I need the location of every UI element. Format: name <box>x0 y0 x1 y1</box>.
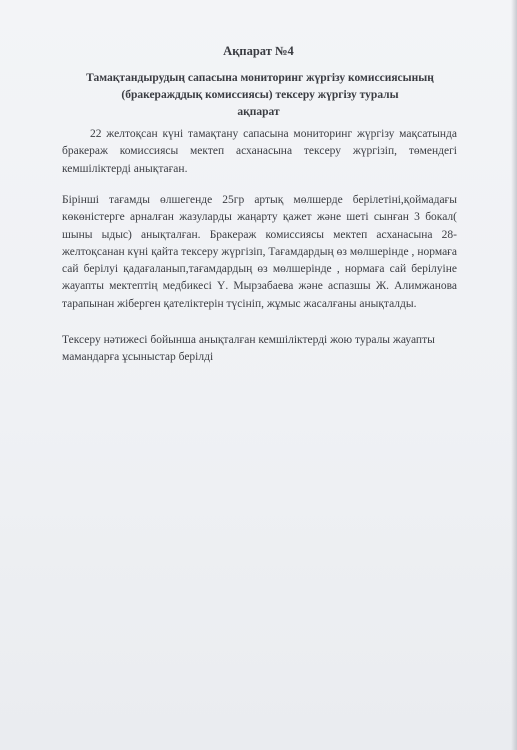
paragraph-conclusion: Тексеру нәтижесі бойынша анықталған кемшіліктерді жою туралы жауапты мамандарға ұсыныстар берілді <box>62 334 435 364</box>
document-title: Ақпарат №4 <box>223 44 294 58</box>
document-subheading: ақпарат <box>237 106 280 118</box>
document-subtitle: Тамақтандырудың сапасына мониторинг жүргізу комиссиясының (бракеражддық комиссиясы) тексеру жүргізу туралы <box>86 72 434 101</box>
paragraph-findings: Бірінші тағамды өлшегенде 25гр артық мөлшерде берілетіні,қоймадағы көкөністерге арналған жазуларды жаңарту қажет және шеті сынған 3 бокал( шыны ыдыс) анықталған. Бракераж комиссиясы мектеп асханасына 28-желтоқсанан күні қайта тексеру жүргізіп, Тағамдардың өз мөлшерінде , нормаға сай берілуі қадағаланып,тағамдардың өз мөлшерінде , нормаға сай берілуіне жауапты мектептің медбикесі Ү. Мырзабаева және аспазшы Ж. Алимжанова тарапынан жіберген қателіктерін түсініп, жұмыс жасалғаны анықталды. <box>62 194 457 310</box>
paragraph-intro: 22 желтоқсан күні тамақтану сапасына мониторинг жүргізу мақсатында бракераж комиссиясы мектеп асханасына тексеру жүргізіп, төмендегі кемшіліктерді анықтаған. <box>62 128 457 175</box>
